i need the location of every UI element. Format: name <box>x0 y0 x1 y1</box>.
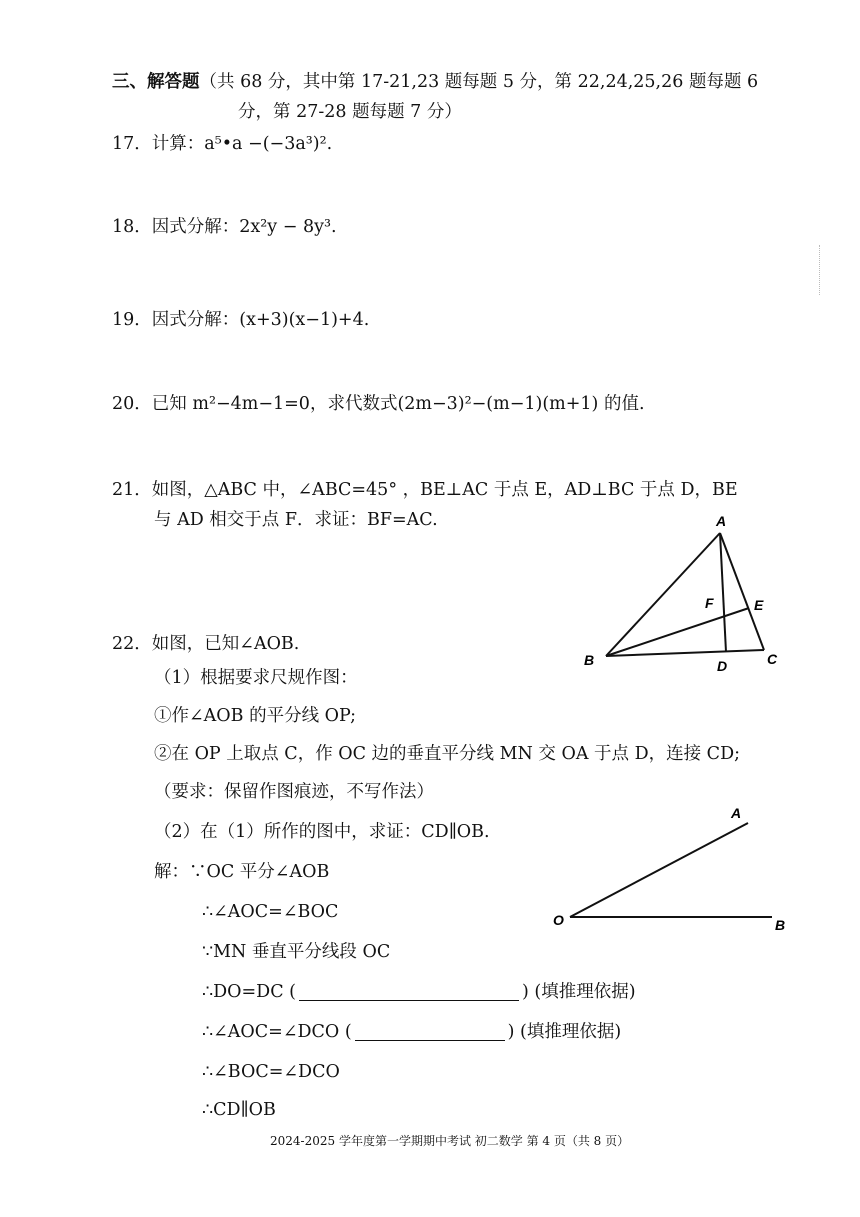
label-c: C <box>767 651 778 667</box>
question-text: 因式分解：2x²y − 8y³. <box>151 217 337 237</box>
question-number: 19． <box>112 310 152 330</box>
solution-text: ∵OC 平分∠AOB <box>189 862 330 882</box>
question-22-step1: ①作∠AOB 的平分线 OP; <box>154 706 357 726</box>
solution-line5 <box>202 1020 621 1044</box>
solution-text: ) (填推理依据) <box>522 982 636 1002</box>
question-text: 如图，已知∠AOB. <box>151 634 300 654</box>
label-b: B <box>584 652 595 668</box>
reason-blank-2[interactable] <box>355 1022 505 1041</box>
solution-text: ) (填推理依据) <box>507 1022 622 1042</box>
question-text: 已知 m²−4m−1=0，求代数式(2m−3)²−(m−1)(m+1) 的值. <box>151 394 645 414</box>
question-number: 20． <box>112 394 152 414</box>
section-header <box>112 70 758 94</box>
question-number: 17． <box>112 134 152 154</box>
question-text: 计算：a⁵•a −(−3a³)². <box>151 134 333 154</box>
solution-line1 <box>154 860 329 884</box>
segment-ad <box>720 533 726 652</box>
question-number: 18． <box>112 217 152 237</box>
scan-mark <box>819 245 822 295</box>
question-19 <box>112 308 369 332</box>
ray-oa <box>570 823 748 917</box>
section-title: 三、解答题 <box>112 72 200 92</box>
reason-blank-1[interactable] <box>299 982 519 1001</box>
label-a: A <box>716 513 727 529</box>
question-22-part2: （2）在（1）所作的图中，求证：CD∥OB. <box>154 822 490 842</box>
solution-line6: ∴∠BOC=∠DCO <box>202 1062 340 1082</box>
question-text: 因式分解：(x+3)(x−1)+4. <box>151 310 370 330</box>
question-22-step2: ②在 OP 上取点 C，作 OC 边的垂直平分线 MN 交 OA 于点 D，连接 CD; <box>154 744 741 764</box>
question-20 <box>112 392 645 416</box>
label-d: D <box>717 658 728 674</box>
question-21-line1 <box>112 478 738 502</box>
section-description-line2: 分，第 27-28 题每题 7 分） <box>238 102 462 122</box>
page-footer: 2024-2025 学年度第一学期期中考试 初二数学 第 4 页（共 8 页） <box>270 1134 630 1148</box>
label-o: O <box>553 912 564 928</box>
solution-line7: ∴CD∥OB <box>202 1100 276 1120</box>
solution-line4 <box>202 980 636 1004</box>
segment-ab <box>606 533 720 656</box>
question-18 <box>112 215 337 239</box>
question-number: 22． <box>112 634 152 654</box>
question-17 <box>112 132 332 156</box>
question-text: 如图，△ABC 中，∠ABC=45° ，BE⊥AC 于点 E，AD⊥BC 于点 D，BE <box>151 480 738 500</box>
solution-line3: ∵MN 垂直平分线段 OC <box>202 942 391 962</box>
label-a: A <box>731 805 742 821</box>
solution-label: 解： <box>154 862 189 882</box>
question-22-requirement: （要求：保留作图痕迹，不写作法） <box>154 782 434 802</box>
question-21-line2: 与 AD 相交于点 F．求证：BF=AC. <box>154 510 438 530</box>
question-22-part1: （1）根据要求尺规作图： <box>154 668 358 688</box>
solution-line2: ∴∠AOC=∠BOC <box>202 902 339 922</box>
segment-ac <box>720 533 764 650</box>
segment-be <box>606 608 749 656</box>
solution-text: ∴DO=DC ( <box>202 982 296 1002</box>
label-f: F <box>705 595 714 611</box>
label-b: B <box>775 917 786 933</box>
question-number: 21． <box>112 480 152 500</box>
solution-text: ∴∠AOC=∠DCO ( <box>202 1022 352 1042</box>
segment-bc <box>606 650 764 656</box>
section-description-line1: （共 68 分，其中第 17-21,23 题每题 5 分，第 22,24,25,26 题每题 6 <box>199 72 759 92</box>
label-e: E <box>754 597 764 613</box>
question-22 <box>112 632 299 656</box>
